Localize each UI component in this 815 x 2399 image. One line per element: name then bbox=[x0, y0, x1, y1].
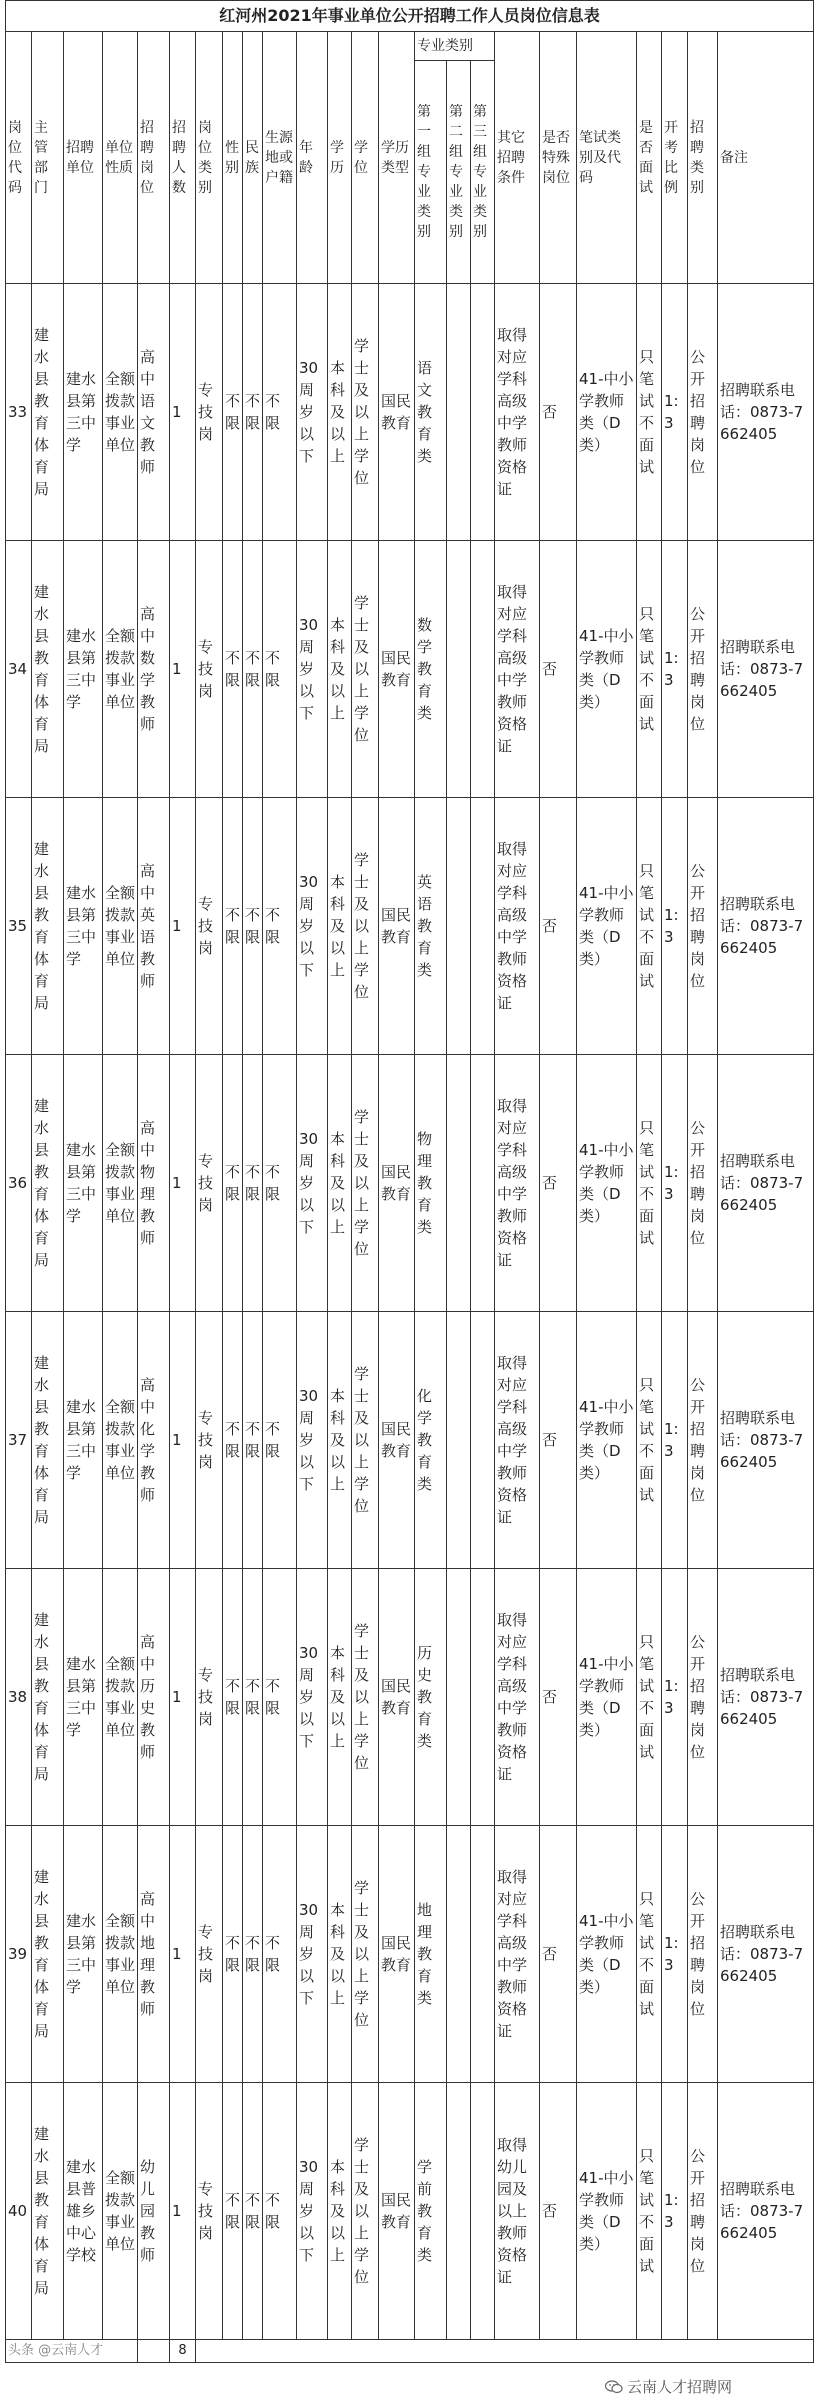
cell-code: 38 bbox=[6, 1569, 32, 1826]
table-row bbox=[6, 1826, 814, 2083]
cell-interview: 只笔试不面试 bbox=[637, 1569, 662, 1826]
cell-recruit: 公开招聘岗位 bbox=[688, 1826, 718, 2083]
cell-ethnic: 不限 bbox=[243, 541, 263, 798]
watermark-right-text: 云南人才招聘网 bbox=[627, 2378, 733, 2396]
cell-ethnic: 不限 bbox=[243, 1569, 263, 1826]
header-other: 其它招聘条件 bbox=[495, 32, 540, 284]
cell-edutype: 国民教育 bbox=[379, 541, 415, 798]
cell-nature: 全额拨款事业单位 bbox=[103, 798, 138, 1055]
cell-code: 34 bbox=[6, 541, 32, 798]
cell-count: 1 bbox=[170, 1055, 196, 1312]
cell-major3 bbox=[471, 541, 495, 798]
cell-type: 专技岗 bbox=[196, 2083, 223, 2340]
header-recruit: 招聘类别 bbox=[688, 32, 718, 284]
cell-count: 1 bbox=[170, 541, 196, 798]
header-exam: 笔试类别及代码 bbox=[577, 32, 637, 284]
cell-special: 否 bbox=[540, 1055, 577, 1312]
header-major3: 第三组专业类别 bbox=[471, 61, 495, 284]
cell-ethnic: 不限 bbox=[243, 1312, 263, 1569]
cell-type: 专技岗 bbox=[196, 284, 223, 541]
cell-dept: 建水县教育体育局 bbox=[32, 1312, 64, 1569]
cell-gender: 不限 bbox=[223, 1312, 243, 1569]
cell-type: 专技岗 bbox=[196, 798, 223, 1055]
header-interview: 是否面试 bbox=[637, 32, 662, 284]
table-row bbox=[6, 1055, 814, 1312]
cell-exam: 41-中小学教师类（D类） bbox=[577, 1055, 637, 1312]
cell-count: 1 bbox=[170, 2083, 196, 2340]
cell-ratio: 1:3 bbox=[662, 1312, 688, 1569]
cell-ratio: 1:3 bbox=[662, 1569, 688, 1826]
table-row bbox=[6, 798, 814, 1055]
cell-degree: 学士及以上学位 bbox=[352, 798, 379, 1055]
cell-ethnic: 不限 bbox=[243, 2083, 263, 2340]
cell-age: 30周岁以下 bbox=[297, 284, 328, 541]
cell-code: 36 bbox=[6, 1055, 32, 1312]
cell-other: 取得对应学科高级中学教师资格证 bbox=[495, 541, 540, 798]
cell-type: 专技岗 bbox=[196, 1055, 223, 1312]
cell-other: 取得幼儿园及以上教师资格证 bbox=[495, 2083, 540, 2340]
cell-major1: 学前教育类 bbox=[415, 2083, 447, 2340]
header-dept: 主管部门 bbox=[32, 32, 64, 284]
cell-unit: 建水县第三中学 bbox=[64, 1826, 103, 2083]
cell-edu: 本科及以上 bbox=[328, 1055, 352, 1312]
cell-edutype: 国民教育 bbox=[379, 1055, 415, 1312]
cell-unit: 建水县第三中学 bbox=[64, 798, 103, 1055]
cell-degree: 学士及以上学位 bbox=[352, 1312, 379, 1569]
cell-interview: 只笔试不面试 bbox=[637, 541, 662, 798]
cell-major1: 语文教育类 bbox=[415, 284, 447, 541]
cell-remark: 招聘联系电话：0873-7662405 bbox=[718, 541, 814, 798]
cell-ratio: 1:3 bbox=[662, 1826, 688, 2083]
cell-interview: 只笔试不面试 bbox=[637, 1055, 662, 1312]
watermark-right bbox=[605, 2376, 732, 2397]
cell-edu: 本科及以上 bbox=[328, 798, 352, 1055]
cell-dept: 建水县教育体育局 bbox=[32, 1569, 64, 1826]
cell-degree: 学士及以上学位 bbox=[352, 541, 379, 798]
cell-ethnic: 不限 bbox=[243, 1826, 263, 2083]
cell-unit: 建水县第三中学 bbox=[64, 541, 103, 798]
cell-other: 取得对应学科高级中学教师资格证 bbox=[495, 798, 540, 1055]
cell-origin: 不限 bbox=[263, 1312, 297, 1569]
cell-major2 bbox=[447, 541, 471, 798]
cell-dept: 建水县教育体育局 bbox=[32, 1826, 64, 2083]
cell-count: 1 bbox=[170, 798, 196, 1055]
cell-special: 否 bbox=[540, 1312, 577, 1569]
cell-recruit: 公开招聘岗位 bbox=[688, 541, 718, 798]
cell-other: 取得对应学科高级中学教师资格证 bbox=[495, 1826, 540, 2083]
cell-interview: 只笔试不面试 bbox=[637, 1826, 662, 2083]
total-count: 8 bbox=[170, 2340, 196, 2363]
table-footer-row bbox=[6, 2340, 814, 2363]
cell-nature: 全额拨款事业单位 bbox=[103, 284, 138, 541]
cell-major3 bbox=[471, 1055, 495, 1312]
cell-count: 1 bbox=[170, 1569, 196, 1826]
cell-age: 30周岁以下 bbox=[297, 2083, 328, 2340]
cell-age: 30周岁以下 bbox=[297, 1569, 328, 1826]
cell-major3 bbox=[471, 1312, 495, 1569]
cell-recruit: 公开招聘岗位 bbox=[688, 798, 718, 1055]
cell-ratio: 1:3 bbox=[662, 2083, 688, 2340]
cell-interview: 只笔试不面试 bbox=[637, 798, 662, 1055]
cell-major1: 化学教育类 bbox=[415, 1312, 447, 1569]
cell-origin: 不限 bbox=[263, 2083, 297, 2340]
header-edutype: 学历类型 bbox=[379, 32, 415, 284]
cell-age: 30周岁以下 bbox=[297, 1312, 328, 1569]
table-row bbox=[6, 2083, 814, 2340]
header-gender: 性别 bbox=[223, 32, 243, 284]
cell-unit: 建水县普雄乡中心学校 bbox=[64, 2083, 103, 2340]
cell-degree: 学士及以上学位 bbox=[352, 284, 379, 541]
cell-ratio: 1:3 bbox=[662, 541, 688, 798]
cell-type: 专技岗 bbox=[196, 1826, 223, 2083]
cell-major3 bbox=[471, 1826, 495, 2083]
cell-edu: 本科及以上 bbox=[328, 1569, 352, 1826]
cell-special: 否 bbox=[540, 541, 577, 798]
header-origin: 生源地或户籍 bbox=[263, 32, 297, 284]
cell-exam: 41-中小学教师类（D类） bbox=[577, 798, 637, 1055]
cell-edutype: 国民教育 bbox=[379, 2083, 415, 2340]
header-edu: 学历 bbox=[328, 32, 352, 284]
cell-major2 bbox=[447, 1826, 471, 2083]
cell-exam: 41-中小学教师类（D类） bbox=[577, 2083, 637, 2340]
cell-post: 高中数学教师 bbox=[138, 541, 170, 798]
header-unit: 招聘单位 bbox=[64, 32, 103, 284]
cell-major3 bbox=[471, 284, 495, 541]
footer-empty-cell bbox=[138, 2340, 170, 2363]
cell-ethnic: 不限 bbox=[243, 1055, 263, 1312]
cell-major2 bbox=[447, 284, 471, 541]
cell-major1: 英语教育类 bbox=[415, 798, 447, 1055]
cell-age: 30周岁以下 bbox=[297, 1826, 328, 2083]
cell-unit: 建水县第三中学 bbox=[64, 1569, 103, 1826]
cell-count: 1 bbox=[170, 284, 196, 541]
cell-unit: 建水县第三中学 bbox=[64, 1312, 103, 1569]
wechat-icon bbox=[605, 2380, 623, 2394]
cell-special: 否 bbox=[540, 798, 577, 1055]
cell-exam: 41-中小学教师类（D类） bbox=[577, 284, 637, 541]
cell-type: 专技岗 bbox=[196, 541, 223, 798]
cell-degree: 学士及以上学位 bbox=[352, 1569, 379, 1826]
cell-other: 取得对应学科高级中学教师资格证 bbox=[495, 1055, 540, 1312]
cell-major1: 数学教育类 bbox=[415, 541, 447, 798]
cell-edu: 本科及以上 bbox=[328, 284, 352, 541]
cell-recruit: 公开招聘岗位 bbox=[688, 284, 718, 541]
table-row bbox=[6, 541, 814, 798]
watermark-left: 头条 @云南人才 bbox=[6, 2340, 138, 2363]
cell-post: 幼儿园教师 bbox=[138, 2083, 170, 2340]
header-age: 年龄 bbox=[297, 32, 328, 284]
cell-code: 35 bbox=[6, 798, 32, 1055]
header-major-group: 专业类别 bbox=[415, 32, 495, 61]
header-ethnic: 民族 bbox=[243, 32, 263, 284]
cell-origin: 不限 bbox=[263, 284, 297, 541]
cell-unit: 建水县第三中学 bbox=[64, 284, 103, 541]
cell-major3 bbox=[471, 2083, 495, 2340]
cell-nature: 全额拨款事业单位 bbox=[103, 2083, 138, 2340]
header-nature: 单位性质 bbox=[103, 32, 138, 284]
cell-dept: 建水县教育体育局 bbox=[32, 2083, 64, 2340]
table-title: 红河州2021年事业单位公开招聘工作人员岗位信息表 bbox=[6, 1, 814, 32]
cell-nature: 全额拨款事业单位 bbox=[103, 1569, 138, 1826]
header-major1: 第一组专业类别 bbox=[415, 61, 447, 284]
cell-code: 33 bbox=[6, 284, 32, 541]
header-major2: 第二组专业类别 bbox=[447, 61, 471, 284]
cell-edutype: 国民教育 bbox=[379, 1569, 415, 1826]
header-post: 招聘岗位 bbox=[138, 32, 170, 284]
cell-special: 否 bbox=[540, 1569, 577, 1826]
cell-major1: 物理教育类 bbox=[415, 1055, 447, 1312]
cell-post: 高中历史教师 bbox=[138, 1569, 170, 1826]
cell-count: 1 bbox=[170, 1826, 196, 2083]
cell-ratio: 1:3 bbox=[662, 798, 688, 1055]
cell-dept: 建水县教育体育局 bbox=[32, 798, 64, 1055]
cell-major3 bbox=[471, 1569, 495, 1826]
cell-exam: 41-中小学教师类（D类） bbox=[577, 541, 637, 798]
cell-major2 bbox=[447, 1055, 471, 1312]
cell-recruit: 公开招聘岗位 bbox=[688, 1055, 718, 1312]
cell-recruit: 公开招聘岗位 bbox=[688, 1569, 718, 1826]
header-special: 是否特殊岗位 bbox=[540, 32, 577, 284]
cell-age: 30周岁以下 bbox=[297, 798, 328, 1055]
cell-other: 取得对应学科高级中学教师资格证 bbox=[495, 1569, 540, 1826]
cell-exam: 41-中小学教师类（D类） bbox=[577, 1312, 637, 1569]
cell-special: 否 bbox=[540, 2083, 577, 2340]
cell-remark: 招聘联系电话：0873-7662405 bbox=[718, 798, 814, 1055]
cell-age: 30周岁以下 bbox=[297, 541, 328, 798]
cell-gender: 不限 bbox=[223, 284, 243, 541]
cell-post: 高中地理教师 bbox=[138, 1826, 170, 2083]
cell-interview: 只笔试不面试 bbox=[637, 1312, 662, 1569]
cell-degree: 学士及以上学位 bbox=[352, 1055, 379, 1312]
cell-major2 bbox=[447, 1312, 471, 1569]
table-row bbox=[6, 1312, 814, 1569]
header-remark: 备注 bbox=[718, 32, 814, 284]
cell-major1: 历史教育类 bbox=[415, 1569, 447, 1826]
cell-edutype: 国民教育 bbox=[379, 1312, 415, 1569]
cell-remark: 招聘联系电话：0873-7662405 bbox=[718, 1569, 814, 1826]
cell-edu: 本科及以上 bbox=[328, 541, 352, 798]
cell-nature: 全额拨款事业单位 bbox=[103, 541, 138, 798]
cell-dept: 建水县教育体育局 bbox=[32, 541, 64, 798]
cell-origin: 不限 bbox=[263, 1569, 297, 1826]
cell-code: 40 bbox=[6, 2083, 32, 2340]
cell-edu: 本科及以上 bbox=[328, 1826, 352, 2083]
cell-code: 37 bbox=[6, 1312, 32, 1569]
cell-major2 bbox=[447, 798, 471, 1055]
cell-edutype: 国民教育 bbox=[379, 798, 415, 1055]
header-degree: 学位 bbox=[352, 32, 379, 284]
cell-ratio: 1:3 bbox=[662, 1055, 688, 1312]
cell-gender: 不限 bbox=[223, 1055, 243, 1312]
cell-recruit: 公开招聘岗位 bbox=[688, 2083, 718, 2340]
cell-ratio: 1:3 bbox=[662, 284, 688, 541]
cell-edutype: 国民教育 bbox=[379, 1826, 415, 2083]
cell-post: 高中语文教师 bbox=[138, 284, 170, 541]
header-type: 岗位类别 bbox=[196, 32, 223, 284]
cell-interview: 只笔试不面试 bbox=[637, 2083, 662, 2340]
cell-degree: 学士及以上学位 bbox=[352, 1826, 379, 2083]
cell-major2 bbox=[447, 2083, 471, 2340]
cell-remark: 招聘联系电话：0873-7662405 bbox=[718, 1826, 814, 2083]
cell-nature: 全额拨款事业单位 bbox=[103, 1826, 138, 2083]
cell-gender: 不限 bbox=[223, 2083, 243, 2340]
cell-gender: 不限 bbox=[223, 1569, 243, 1826]
cell-remark: 招聘联系电话：0873-7662405 bbox=[718, 284, 814, 541]
cell-origin: 不限 bbox=[263, 1055, 297, 1312]
cell-dept: 建水县教育体育局 bbox=[32, 284, 64, 541]
recruitment-table bbox=[5, 0, 814, 2363]
footer-empty-cell bbox=[196, 2340, 814, 2363]
cell-post: 高中物理教师 bbox=[138, 1055, 170, 1312]
table-row bbox=[6, 1569, 814, 1826]
cell-exam: 41-中小学教师类（D类） bbox=[577, 1826, 637, 2083]
cell-unit: 建水县第三中学 bbox=[64, 1055, 103, 1312]
cell-edu: 本科及以上 bbox=[328, 1312, 352, 1569]
cell-type: 专技岗 bbox=[196, 1312, 223, 1569]
cell-nature: 全额拨款事业单位 bbox=[103, 1312, 138, 1569]
cell-edutype: 国民教育 bbox=[379, 284, 415, 541]
cell-remark: 招聘联系电话：0873-7662405 bbox=[718, 2083, 814, 2340]
cell-age: 30周岁以下 bbox=[297, 1055, 328, 1312]
cell-type: 专技岗 bbox=[196, 1569, 223, 1826]
cell-post: 高中化学教师 bbox=[138, 1312, 170, 1569]
cell-special: 否 bbox=[540, 1826, 577, 2083]
cell-special: 否 bbox=[540, 284, 577, 541]
cell-interview: 只笔试不面试 bbox=[637, 284, 662, 541]
cell-dept: 建水县教育体育局 bbox=[32, 1055, 64, 1312]
cell-recruit: 公开招聘岗位 bbox=[688, 1312, 718, 1569]
cell-degree: 学士及以上学位 bbox=[352, 2083, 379, 2340]
cell-count: 1 bbox=[170, 1312, 196, 1569]
cell-gender: 不限 bbox=[223, 1826, 243, 2083]
header-ratio: 开考比例 bbox=[662, 32, 688, 284]
cell-major3 bbox=[471, 798, 495, 1055]
cell-other: 取得对应学科高级中学教师资格证 bbox=[495, 1312, 540, 1569]
cell-code: 39 bbox=[6, 1826, 32, 2083]
cell-other: 取得对应学科高级中学教师资格证 bbox=[495, 284, 540, 541]
cell-post: 高中英语教师 bbox=[138, 798, 170, 1055]
cell-nature: 全额拨款事业单位 bbox=[103, 1055, 138, 1312]
cell-origin: 不限 bbox=[263, 541, 297, 798]
cell-major2 bbox=[447, 1569, 471, 1826]
cell-gender: 不限 bbox=[223, 541, 243, 798]
table-row bbox=[6, 284, 814, 541]
cell-major1: 地理教育类 bbox=[415, 1826, 447, 2083]
cell-ethnic: 不限 bbox=[243, 284, 263, 541]
cell-edu: 本科及以上 bbox=[328, 2083, 352, 2340]
cell-ethnic: 不限 bbox=[243, 798, 263, 1055]
cell-remark: 招聘联系电话：0873-7662405 bbox=[718, 1055, 814, 1312]
header-count: 招聘人数 bbox=[170, 32, 196, 284]
cell-remark: 招聘联系电话：0873-7662405 bbox=[718, 1312, 814, 1569]
cell-gender: 不限 bbox=[223, 798, 243, 1055]
cell-exam: 41-中小学教师类（D类） bbox=[577, 1569, 637, 1826]
header-code: 岗位代码 bbox=[6, 32, 32, 284]
cell-origin: 不限 bbox=[263, 798, 297, 1055]
cell-origin: 不限 bbox=[263, 1826, 297, 2083]
